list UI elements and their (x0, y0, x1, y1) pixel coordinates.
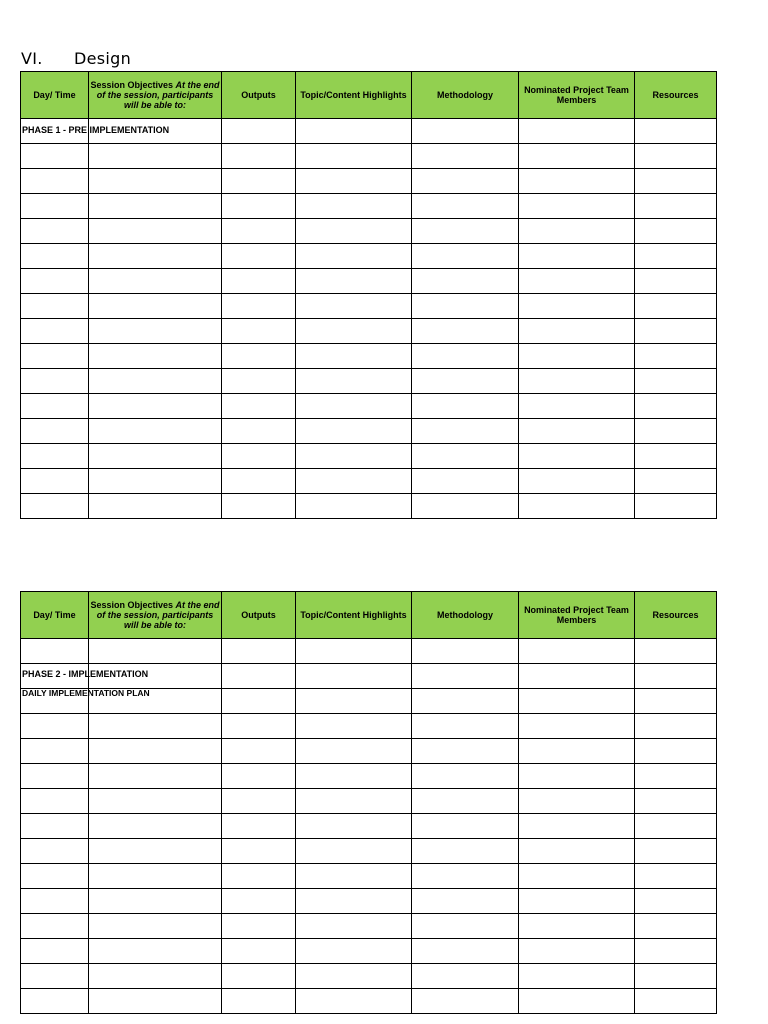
table-cell[interactable] (635, 369, 717, 394)
table-cell[interactable] (519, 964, 635, 989)
header-session-objectives-bold: Session Objectives (90, 80, 174, 90)
table-cell[interactable] (296, 739, 412, 764)
table-cell[interactable] (296, 119, 412, 144)
table-cell[interactable] (21, 419, 89, 444)
table-cell[interactable] (412, 269, 519, 294)
section-title: Design (74, 49, 132, 68)
header-day-time: Day/ Time (21, 72, 89, 119)
table-cell[interactable] (21, 344, 89, 369)
table-cell[interactable] (89, 914, 222, 939)
table-row (21, 219, 717, 244)
table-cell[interactable] (21, 739, 89, 764)
table-cell[interactable] (296, 914, 412, 939)
table-cell[interactable] (222, 444, 296, 469)
design-table-phase-2 (20, 591, 717, 1014)
table-cell (21, 119, 170, 144)
table-cell[interactable] (412, 639, 519, 664)
table-cell[interactable] (412, 939, 519, 964)
table-cell[interactable] (296, 989, 412, 1014)
table-cell[interactable] (222, 119, 296, 144)
table-cell[interactable] (519, 319, 635, 344)
section-number: VI. (21, 49, 43, 68)
header-session-objectives (89, 592, 222, 639)
table-row (21, 639, 717, 664)
table-cell[interactable] (635, 689, 717, 714)
table-cell[interactable] (222, 344, 296, 369)
table-cell[interactable] (21, 369, 89, 394)
table-row (21, 739, 717, 764)
table-cell[interactable] (412, 319, 519, 344)
table-cell[interactable] (89, 639, 222, 664)
table-cell[interactable] (635, 119, 717, 144)
table-cell[interactable] (635, 664, 717, 689)
table-cell[interactable] (89, 964, 222, 989)
table-row (21, 369, 717, 394)
table-cell[interactable] (222, 269, 296, 294)
table-cell[interactable] (412, 964, 519, 989)
table-cell[interactable] (412, 394, 519, 419)
table-cell[interactable] (296, 344, 412, 369)
table-cell[interactable] (635, 169, 717, 194)
table-cell[interactable] (412, 169, 519, 194)
table-row (21, 169, 717, 194)
table-cell[interactable] (222, 639, 296, 664)
table-cell[interactable] (519, 714, 635, 739)
table-row (21, 469, 717, 494)
table-cell[interactable] (222, 689, 296, 714)
table-row (21, 989, 717, 1014)
table-cell[interactable] (635, 319, 717, 344)
table-cell[interactable] (635, 989, 717, 1014)
table-cell[interactable] (412, 344, 519, 369)
table-cell[interactable] (519, 494, 635, 519)
table-cell[interactable] (21, 244, 89, 269)
table-cell[interactable] (89, 169, 222, 194)
table-cell[interactable] (635, 144, 717, 169)
table-cell[interactable] (296, 394, 412, 419)
table-cell[interactable] (635, 419, 717, 444)
table-cell[interactable] (519, 269, 635, 294)
table-cell[interactable] (89, 419, 222, 444)
daily-plan-label: DAILY IMPLEMENTATION PLAN (22, 688, 150, 698)
table-cell[interactable] (89, 814, 222, 839)
table-cell[interactable] (296, 469, 412, 494)
table-header-row (21, 592, 717, 639)
table-cell[interactable] (519, 244, 635, 269)
table-cell[interactable] (222, 219, 296, 244)
table-cell[interactable] (635, 764, 717, 789)
table-cell[interactable] (222, 169, 296, 194)
table-row (21, 939, 717, 964)
table-cell[interactable] (635, 914, 717, 939)
table-cell[interactable] (635, 269, 717, 294)
table-cell[interactable] (222, 964, 296, 989)
table-cell[interactable] (296, 444, 412, 469)
table-cell[interactable] (635, 494, 717, 519)
table-cell[interactable] (89, 494, 222, 519)
table-cell[interactable] (222, 764, 296, 789)
table-row (21, 419, 717, 444)
table-row (21, 244, 717, 269)
table-cell[interactable] (21, 864, 89, 889)
table-cell[interactable] (412, 889, 519, 914)
table-cell[interactable] (635, 739, 717, 764)
table-cell[interactable] (222, 144, 296, 169)
table-cell[interactable] (21, 194, 89, 219)
table-cell[interactable] (412, 814, 519, 839)
table-row (21, 689, 717, 714)
table-cell (21, 688, 150, 714)
table-cell[interactable] (89, 319, 222, 344)
table-cell[interactable] (519, 119, 635, 144)
table-cell[interactable] (21, 814, 89, 839)
table-cell[interactable] (412, 494, 519, 519)
table-cell[interactable] (296, 639, 412, 664)
table-row (21, 914, 717, 939)
table-cell[interactable] (296, 939, 412, 964)
header-session-objectives-bold: Session Objectives (90, 600, 174, 610)
table-cell[interactable] (296, 294, 412, 319)
table-cell[interactable] (519, 739, 635, 764)
table-cell[interactable] (296, 889, 412, 914)
table-cell[interactable] (21, 444, 89, 469)
table-cell[interactable] (412, 764, 519, 789)
table-cell[interactable] (296, 689, 412, 714)
table-cell[interactable] (519, 369, 635, 394)
header-outputs: Outputs (222, 72, 296, 119)
table-cell[interactable] (519, 294, 635, 319)
table-cell[interactable] (222, 494, 296, 519)
table-cell[interactable] (412, 864, 519, 889)
table-cell[interactable] (296, 144, 412, 169)
table-row (21, 294, 717, 319)
table-cell[interactable] (635, 789, 717, 814)
table-cell[interactable] (635, 219, 717, 244)
table-cell[interactable] (21, 294, 89, 319)
table-cell[interactable] (89, 739, 222, 764)
table-cell[interactable] (89, 144, 222, 169)
table-cell[interactable] (21, 764, 89, 789)
table-cell[interactable] (89, 394, 222, 419)
table-cell[interactable] (412, 689, 519, 714)
table-row (21, 394, 717, 419)
table-cell[interactable] (519, 989, 635, 1014)
table-row (21, 494, 717, 519)
table-cell[interactable] (519, 814, 635, 839)
table-cell[interactable] (296, 764, 412, 789)
table-cell[interactable] (89, 269, 222, 294)
table-cell[interactable] (296, 369, 412, 394)
header-outputs: Outputs (222, 592, 296, 639)
table-cell[interactable] (635, 714, 717, 739)
section-heading (21, 49, 131, 68)
table-cell[interactable] (89, 369, 222, 394)
table-cell[interactable] (222, 739, 296, 764)
table-cell[interactable] (21, 839, 89, 864)
table-cell[interactable] (222, 789, 296, 814)
table-cell[interactable] (296, 814, 412, 839)
table-cell[interactable] (519, 664, 635, 689)
header-topic: Topic/Content Highlights (296, 72, 412, 119)
table-cell[interactable] (519, 639, 635, 664)
table-row (21, 664, 717, 689)
table-cell[interactable] (222, 394, 296, 419)
table-cell[interactable] (635, 964, 717, 989)
table-cell[interactable] (89, 469, 222, 494)
table-cell[interactable] (89, 219, 222, 244)
table-cell[interactable] (222, 194, 296, 219)
table-cell[interactable] (296, 319, 412, 344)
table-cell[interactable] (296, 714, 412, 739)
header-methodology: Methodology (412, 72, 519, 119)
table-cell[interactable] (412, 294, 519, 319)
header-team-members: Nominated Project Team Members (519, 592, 635, 639)
table-cell[interactable] (21, 469, 89, 494)
header-day-time: Day/ Time (21, 592, 89, 639)
table-cell[interactable] (222, 939, 296, 964)
table-cell[interactable] (635, 469, 717, 494)
table-cell[interactable] (412, 194, 519, 219)
table-row (21, 839, 717, 864)
header-resources: Resources (635, 592, 717, 639)
table-cell[interactable] (89, 789, 222, 814)
table-cell[interactable] (21, 219, 89, 244)
table-cell[interactable] (412, 839, 519, 864)
design-table-phase-1 (20, 71, 717, 519)
table-cell[interactable] (519, 219, 635, 244)
table-cell[interactable] (89, 839, 222, 864)
table-cell[interactable] (296, 964, 412, 989)
table-cell[interactable] (635, 639, 717, 664)
table-cell[interactable] (519, 194, 635, 219)
table-cell[interactable] (412, 144, 519, 169)
table-row (21, 194, 717, 219)
table-cell[interactable] (21, 169, 89, 194)
table-cell[interactable] (222, 914, 296, 939)
table-cell[interactable] (89, 864, 222, 889)
table-cell[interactable] (89, 889, 222, 914)
header-team-members: Nominated Project Team Members (519, 72, 635, 119)
table-cell[interactable] (89, 764, 222, 789)
table-cell[interactable] (635, 344, 717, 369)
table-row (21, 889, 717, 914)
table-cell[interactable] (21, 269, 89, 294)
phase-2-label: PHASE 2 - IMPLEMENTATION (22, 669, 149, 679)
table-cell[interactable] (412, 664, 519, 689)
table-cell[interactable] (412, 714, 519, 739)
table-cell[interactable] (21, 639, 89, 664)
table-cell[interactable] (89, 344, 222, 369)
table-cell[interactable] (89, 294, 222, 319)
table-cell[interactable] (519, 839, 635, 864)
table-row (21, 964, 717, 989)
table-cell[interactable] (635, 889, 717, 914)
table-row (21, 269, 717, 294)
table-cell[interactable] (412, 989, 519, 1014)
table-cell[interactable] (635, 194, 717, 219)
table-cell[interactable] (89, 194, 222, 219)
table-cell[interactable] (635, 864, 717, 889)
table-header-row (21, 72, 717, 119)
header-methodology: Methodology (412, 592, 519, 639)
table-cell[interactable] (412, 119, 519, 144)
table-cell[interactable] (519, 344, 635, 369)
table-cell[interactable] (222, 889, 296, 914)
table-cell[interactable] (519, 394, 635, 419)
table-cell[interactable] (222, 319, 296, 344)
table-row (21, 764, 717, 789)
table-cell[interactable] (519, 864, 635, 889)
header-topic: Topic/Content Highlights (296, 592, 412, 639)
table-cell[interactable] (519, 939, 635, 964)
table-cell[interactable] (519, 889, 635, 914)
table-row (21, 344, 717, 369)
table-cell[interactable] (222, 989, 296, 1014)
table-cell[interactable] (21, 989, 89, 1014)
header-session-objectives-italic: At the end of the session, participants will be able to: (96, 80, 220, 110)
table-cell[interactable] (296, 664, 412, 689)
header-session-objectives-italic: At the end of the session, participants will be able to: (96, 600, 220, 630)
table-row (21, 144, 717, 169)
table-cell[interactable] (89, 714, 222, 739)
header-resources: Resources (635, 72, 717, 119)
table-cell[interactable] (296, 244, 412, 269)
table-cell[interactable] (222, 244, 296, 269)
table-cell[interactable] (519, 764, 635, 789)
table-cell[interactable] (21, 964, 89, 989)
table-cell[interactable] (21, 789, 89, 814)
table-cell[interactable] (21, 714, 89, 739)
table-cell[interactable] (89, 444, 222, 469)
table-cell[interactable] (296, 864, 412, 889)
phase-1-label: PHASE 1 - PRE IMPLEMENTATION (22, 125, 170, 135)
table-cell[interactable] (222, 469, 296, 494)
table-cell[interactable] (412, 789, 519, 814)
table-cell[interactable] (21, 319, 89, 344)
table-cell[interactable] (296, 269, 412, 294)
table-cell[interactable] (412, 914, 519, 939)
table-cell[interactable] (89, 989, 222, 1014)
table-cell[interactable] (519, 144, 635, 169)
table-row (21, 864, 717, 889)
table-cell[interactable] (519, 469, 635, 494)
table-cell[interactable] (635, 244, 717, 269)
table-cell[interactable] (296, 219, 412, 244)
header-session-objectives (89, 72, 222, 119)
table-cell[interactable] (21, 494, 89, 519)
table-cell[interactable] (222, 814, 296, 839)
table-row (21, 714, 717, 739)
table-cell[interactable] (296, 169, 412, 194)
table-cell[interactable] (21, 394, 89, 419)
table-row (21, 444, 717, 469)
table-cell[interactable] (296, 494, 412, 519)
table-cell[interactable] (635, 839, 717, 864)
table-cell[interactable] (412, 419, 519, 444)
table-cell[interactable] (21, 889, 89, 914)
table-cell[interactable] (635, 444, 717, 469)
table-row (21, 119, 717, 144)
table-cell (21, 664, 149, 689)
table-cell[interactable] (21, 939, 89, 964)
table-cell[interactable] (21, 144, 89, 169)
table-cell[interactable] (519, 169, 635, 194)
table-cell[interactable] (635, 939, 717, 964)
table-cell[interactable] (412, 469, 519, 494)
table-cell[interactable] (89, 244, 222, 269)
table-cell[interactable] (222, 294, 296, 319)
table-cell[interactable] (222, 714, 296, 739)
table-cell[interactable] (222, 369, 296, 394)
table-cell[interactable] (296, 419, 412, 444)
table-cell[interactable] (519, 419, 635, 444)
table-row (21, 814, 717, 839)
table-cell[interactable] (296, 789, 412, 814)
table-cell[interactable] (635, 814, 717, 839)
table-cell[interactable] (89, 939, 222, 964)
table-cell[interactable] (519, 444, 635, 469)
table-cell[interactable] (412, 739, 519, 764)
table-cell[interactable] (222, 864, 296, 889)
table-cell[interactable] (635, 394, 717, 419)
table-row (21, 319, 717, 344)
table-cell[interactable] (412, 244, 519, 269)
table-cell[interactable] (412, 444, 519, 469)
table-cell[interactable] (222, 664, 296, 689)
table-cell[interactable] (519, 914, 635, 939)
table-cell[interactable] (412, 369, 519, 394)
table-cell[interactable] (222, 419, 296, 444)
table-cell[interactable] (296, 194, 412, 219)
table-cell[interactable] (21, 914, 89, 939)
table-row (21, 789, 717, 814)
table-cell[interactable] (412, 219, 519, 244)
table-cell[interactable] (519, 789, 635, 814)
table-cell[interactable] (519, 689, 635, 714)
table-cell[interactable] (296, 839, 412, 864)
table-cell[interactable] (635, 294, 717, 319)
table-cell[interactable] (222, 839, 296, 864)
